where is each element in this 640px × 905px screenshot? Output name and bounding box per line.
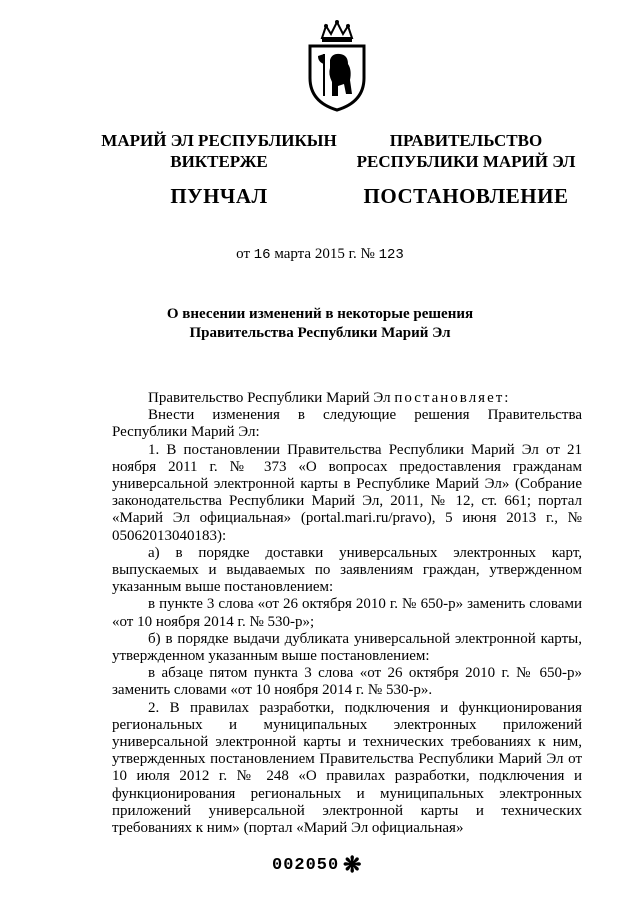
body-paragraph: Внести изменения в следующие решения Правительства Республики Марий Эл: [112, 407, 582, 441]
title-line-2: Правительства Республики Марий Эл [189, 325, 451, 341]
government-name-ru: ПРАВИТЕЛЬСТВО [389, 131, 543, 150]
document-number: 123 [378, 247, 404, 263]
republic-name-mari: МАРИЙ ЭЛ РЕСПУБЛИКЫН [101, 131, 337, 150]
form-serial-number: 002050 [272, 856, 340, 875]
body-paragraph: а) в порядке доставки универсальных электронных карт, выпускаемых и выдаваемых по заявлениям граждан, утвержденном указанным выше постановлением: [112, 544, 582, 596]
body-paragraph: в пункте 3 слова «от 26 октября 2010 г. № 650-р» заменить словами «от 10 ноября 2014 г. № 530-р»; [112, 596, 582, 630]
date-prefix: от [236, 246, 251, 262]
document-type-mari: ПУНЧАЛ [170, 184, 268, 208]
coat-of-arms-icon [302, 20, 372, 112]
republic-name-ru: РЕСПУБЛИКИ МАРИЙ ЭЛ [356, 152, 576, 171]
intro-subject: Правительство Республики Марий Эл [148, 390, 391, 406]
body-intro [112, 390, 582, 407]
body-paragraph: 2. В правилах разработки, подключения и функционирования региональных и муниципальных электронных приложений универсальной электронной карты и технических требованиях к ним, утвержденных постановлением Правительства Республики Марий Эл от 10 июля 2012 г. № 248 «О правилах разработки, подключения и функционирования региональных и муниципальных электронных приложений универсальной электронной карты и технических требованиях к ним» (портал «Марий Эл официальная» [112, 699, 582, 837]
body-paragraph: 1. В постановлении Правительства Республики Марий Эл от 21 ноября 2011 г. № 373 «О вопросах предоставления гражданам универсальной электронной карты в Республике Марий Эл» (Собрание законодательства Республики Марий Эл, 2011, № 12, ст. 661; портал «Марий Эл официальная» (portal.mari.ru/pravo), 5 июня 2013 г., № 05062013040183): [112, 441, 582, 544]
footer-mark: ❋ [343, 852, 362, 877]
document-date-line [0, 246, 640, 263]
body-paragraph: б) в порядке выдачи дубликата универсальной электронной карты, утвержденном указанным выше постановлением: [112, 630, 582, 665]
government-name-mari: ВИКТЕРЖЕ [170, 152, 268, 171]
header-right [350, 130, 582, 207]
document-body [112, 390, 582, 837]
date-day: 16 [253, 247, 271, 263]
title-line-1: О внесении изменений в некоторые решения [166, 306, 474, 322]
date-month-year: марта 2015 г. № [274, 246, 375, 262]
document-title [120, 305, 520, 343]
header-left [88, 130, 350, 207]
body-paragraph: в абзаце пятом пункта 3 слова «от 26 октября 2010 г. № 650-р» заменить словами «от 10 ноября 2014 г. № 530-р». [112, 665, 582, 699]
intro-verb: постановляет: [394, 390, 511, 406]
document-type-ru: ПОСТАНОВЛЕНИЕ [363, 184, 569, 208]
